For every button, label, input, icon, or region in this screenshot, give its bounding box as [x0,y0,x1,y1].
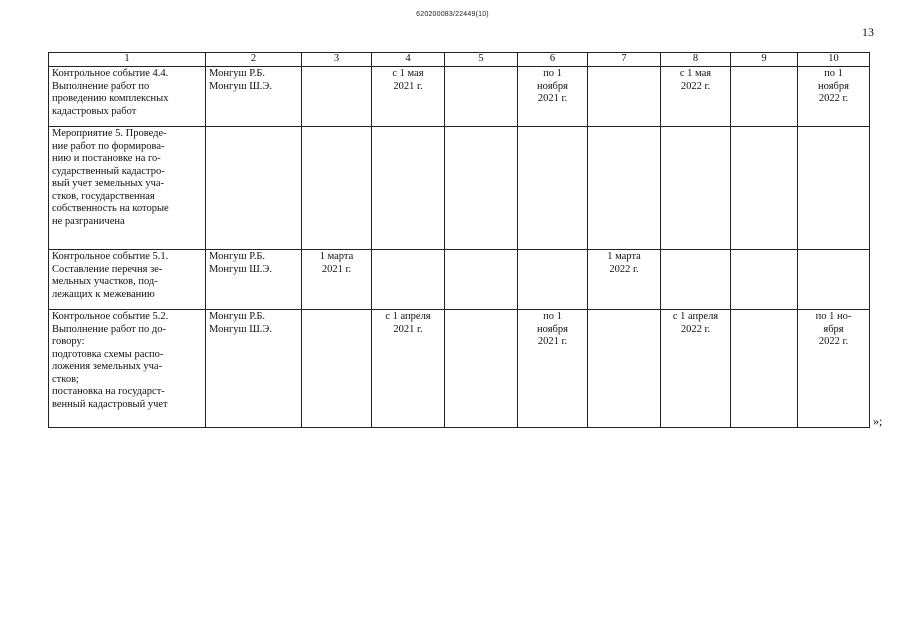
cell-text-line: по 1 но- [815,311,852,322]
cell-col-2 [206,127,302,250]
cell-text-line: Контрольное событие 5.2. [52,311,169,322]
cell-col-1 [49,310,206,428]
cell-col-5 [445,250,518,310]
column-header-6: 6 [518,53,588,67]
cell-col-3 [302,67,372,127]
cell-col-8 [661,310,731,428]
table-row [49,67,870,127]
table-body [49,67,870,428]
cell-text-line: кадастровых работ [52,105,137,117]
cell-col-1 [49,67,206,127]
cell-col-5 [445,127,518,250]
column-header-5: 5 [445,53,518,67]
cell-text-line: Контрольное событие 4.4. [52,68,169,79]
cell-col-3 [302,127,372,250]
cell-col-2 [206,310,302,428]
cell-text-line: стков; [52,373,79,385]
cell-text-line: 2021 г. [537,93,568,104]
cell-text-line: венный кадастровый учет [52,398,168,410]
cell-text-line: с 1 апреля [672,311,719,322]
cell-text-line: Контрольное событие 5.1. [52,251,169,262]
cell-text-line: вый учет земельных уча- [52,178,165,189]
schedule-table [48,52,870,428]
cell-text-line: 2022 г. [818,93,849,104]
cell-text-line: 2022 г. [818,336,849,347]
table-row [49,310,870,428]
cell-text-line: Монгуш Р.Б. [209,251,266,262]
cell-text-line: 1 марта [607,251,641,262]
column-header-3: 3 [302,53,372,67]
cell-text-line: Выполнение работ по [52,80,150,92]
cell-text-line: подготовка схемы распо- [52,348,164,360]
cell-col-9 [731,67,798,127]
cell-col-3 [302,310,372,428]
cell-text-line: 2021 г. [537,336,568,347]
cell-text-line: сударственный кадастро- [52,165,165,177]
column-header-10: 10 [798,53,870,67]
cell-text-line: по 1 [824,68,843,79]
cell-text-line: 2022 г. [680,80,711,92]
cell-col-1 [49,127,206,250]
cell-col-10 [798,310,870,428]
cell-text-line: 2021 г. [393,80,423,92]
cell-text-line: ложения земельных уча- [52,361,163,372]
cell-col-2 [206,67,302,127]
cell-text-line: лежащих к межеванию [52,288,155,300]
cell-text-line: не разграничена [52,215,125,227]
cell-text-line: 2021 г. [393,323,423,335]
cell-col-2 [206,250,302,310]
cell-text-line: с 1 мая [679,68,712,79]
table-row [49,127,870,250]
cell-col-7 [588,67,661,127]
cell-text-line: Монгуш Р.Б. [209,311,266,322]
cell-text-line: по 1 [543,68,562,79]
cell-text-line: с 1 мая [392,68,424,79]
cell-text-line: Монгуш Ш.Э. [209,323,272,335]
column-header-2: 2 [206,53,302,67]
cell-text-line: Монгуш Ш.Э. [209,263,272,275]
cell-col-6 [518,250,588,310]
column-header-7: 7 [588,53,661,67]
cell-text-line: собственность на которые [52,203,169,214]
cell-col-5 [445,310,518,428]
cell-text-line: ября [823,323,844,335]
cell-col-3 [302,250,372,310]
cell-col-4 [372,127,445,250]
document-code: 620200083/22449(10) [416,11,489,18]
cell-text-line: Составление перечня зе- [52,263,163,275]
cell-col-8 [661,67,731,127]
cell-col-7 [588,250,661,310]
page-number: 13 [862,25,874,39]
cell-col-8 [661,127,731,250]
cell-text-line: Монгуш Р.Б. [209,68,266,79]
cell-col-9 [731,250,798,310]
cell-text-line: Мероприятие 5. Проведе- [52,128,167,139]
cell-text-line: Монгуш Ш.Э. [209,80,272,92]
cell-col-10 [798,250,870,310]
column-header-9: 9 [731,53,798,67]
cell-text-line: постановка на государст- [52,386,165,397]
cell-text-line: по 1 [543,311,562,322]
cell-text-line: ноября [537,323,568,335]
cell-col-6 [518,127,588,250]
cell-text-line: мельных участков, под- [52,276,158,287]
cell-col-4 [372,67,445,127]
cell-text-line: нию и постановке на го- [52,153,161,164]
cell-text-line: 1 марта [319,251,354,262]
cell-col-10 [798,67,870,127]
cell-col-1 [49,250,206,310]
column-header-4: 4 [372,53,445,67]
cell-col-5 [445,67,518,127]
cell-col-9 [731,127,798,250]
header-row [49,53,870,67]
cell-text-line: ноября [537,80,568,92]
cell-col-8 [661,250,731,310]
table-row [49,250,870,310]
cell-text-line: 2022 г. [609,263,639,275]
cell-text-line: ние работ по формирова- [52,140,165,152]
cell-text-line: с 1 апреля [385,311,431,322]
cell-text-line: 2021 г. [321,263,352,275]
cell-text-line: стков, государственная [52,190,155,202]
column-header-8: 8 [661,53,731,67]
column-header-1: 1 [49,53,206,67]
cell-text-line: Выполнение работ по до- [52,323,166,335]
closing-mark: »; [873,414,883,428]
cell-col-4 [372,250,445,310]
cell-col-7 [588,310,661,428]
cell-col-10 [798,127,870,250]
cell-text-line: говору: [52,336,85,347]
cell-text-line: 2022 г. [680,323,711,335]
cell-col-6 [518,67,588,127]
cell-col-6 [518,310,588,428]
cell-col-4 [372,310,445,428]
cell-col-9 [731,310,798,428]
cell-text-line: ноября [818,80,849,92]
cell-col-7 [588,127,661,250]
cell-text-line: проведению комплексных [52,93,169,104]
